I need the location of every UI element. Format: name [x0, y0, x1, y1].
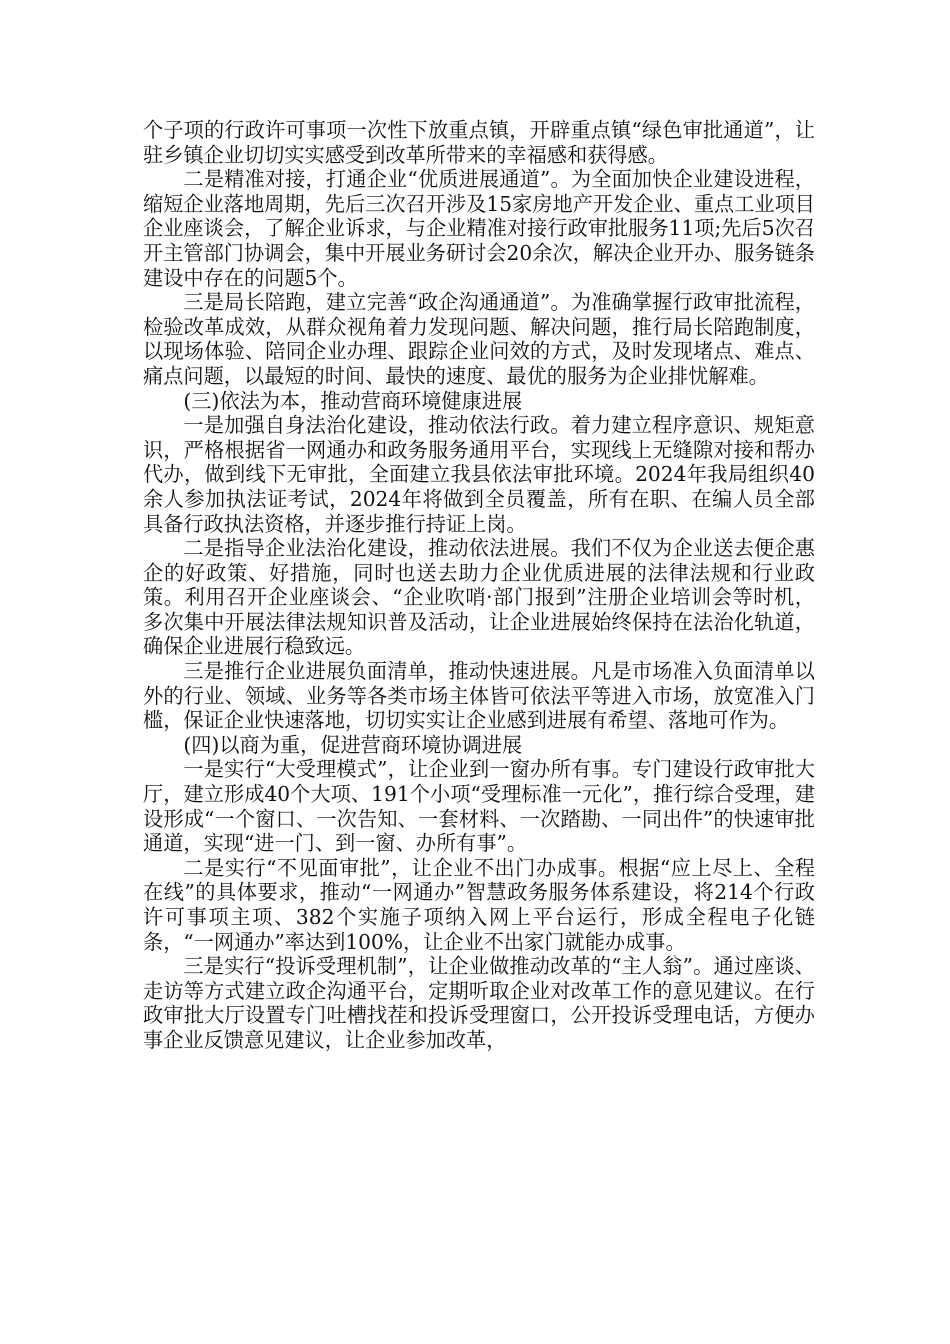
- section-heading-4: (四)以商为重，促进营商环境协调进展: [183, 732, 523, 757]
- paragraph-big-acceptance: 一是实行“大受理模式”，让企业到一窗办所有事。专门建设行政审批大厅，建立形成40个大项、191个小项“受理标准一元化”，推行综合受理，建设形成“一个窗口、一次告知、一套材料、一次踏勘、一同出件”的快速审批通道，实现“进一门、到一窗、办所有事”。: [143, 757, 815, 856]
- paragraph-continuation: 个子项的行政许可事项一次性下放重点镇，开辟重点镇“绿色审批通道”，让驻乡镇企业切切实实感受到改革所带来的幸福感和获得感。: [143, 118, 815, 167]
- paragraph-director-accompany: 三是局长陪跑，建立完善“政企沟通通道”。为准确掌握行政审批流程，检验改革成效，从群众视角着力发现问题、解决问题，推行局长陪跑制度，以现场体验、陪同企业办理、跟踪企业问效的方式，及时发现堵点、难点、痛点问题，以最短的时间、最快的速度、最优的服务为企业排忧解难。: [143, 290, 815, 388]
- paragraph-precise-docking: 二是精准对接，打通企业“优质进展通道”。为全面加快企业建设进程，缩短企业落地周期，先后三次召开涉及15家房地产开发企业、重点工业项目企业座谈会，了解企业诉求，与企业精准对接行政审批服务11项;先后5次召开主管部门协调会，集中开展业务研讨会20余次，解决企业开办、服务链条建设中存在的问题5个。: [143, 167, 815, 290]
- paragraph-self-rule-of-law: 一是加强自身法治化建设，推动依法行政。着力建立程序意识、规矩意识，严格根据省一网通办和政务服务通用平台，实现线上无缝隙对接和帮办代办，做到线下无审批，全面建立我县依法审批环境。2024年我局组织40余人参加执法证考试，2024年将做到全员覆盖，所有在职、在编人员全部具备行政执法资格，并逐步推行持证上岗。: [143, 413, 815, 536]
- paragraph-complaint-mechanism: 三是实行“投诉受理机制”，让企业做推动改革的“主人翁”。通过座谈、走访等方式建立政企沟通平台，定期听取企业对改革工作的意见建议。在行政审批大厅设置专门吐槽找茬和投诉受理窗口，公开投诉受理电话，方便办事企业反馈意见建议，让企业参加改革，: [143, 954, 815, 1052]
- paragraph-no-meeting-approval: 二是实行“不见面审批”，让企业不出门办成事。根据“应上尽上、全程在线”的具体要求，推动“一网通办”智慧政务服务体系建设，将214个行政许可事项主项、382个实施子项纳入网上平台运行，形成全程电子化链条，“一网通办”率达到100%，让企业不出家门就能办成事。: [143, 855, 815, 954]
- section-heading-3: (三)依法为本，推动营商环境健康进展: [183, 388, 523, 413]
- document-body: [143, 118, 815, 1053]
- paragraph-negative-list: 三是推行企业进展负面清单，推动快速进展。凡是市场准入负面清单以外的行业、领域、业务等各类市场主体皆可依法平等进入市场，放宽准入门槛，保证企业快速落地，切切实实让企业感到进展有希望、落地可作为。: [143, 659, 815, 733]
- paragraph-enterprise-rule-of-law: 二是指导企业法治化建设，推动依法进展。我们不仅为企业送去便企惠企的好政策、好措施，同时也送去助力企业优质进展的法律法规和行业政策。利用召开企业座谈会、“企业吹哨·部门报到”注册企业培训会等时机，多次集中开展法律法规知识普及活动，让企业进展始终保持在法治化轨道，确保企业进展行稳致远。: [143, 536, 815, 659]
